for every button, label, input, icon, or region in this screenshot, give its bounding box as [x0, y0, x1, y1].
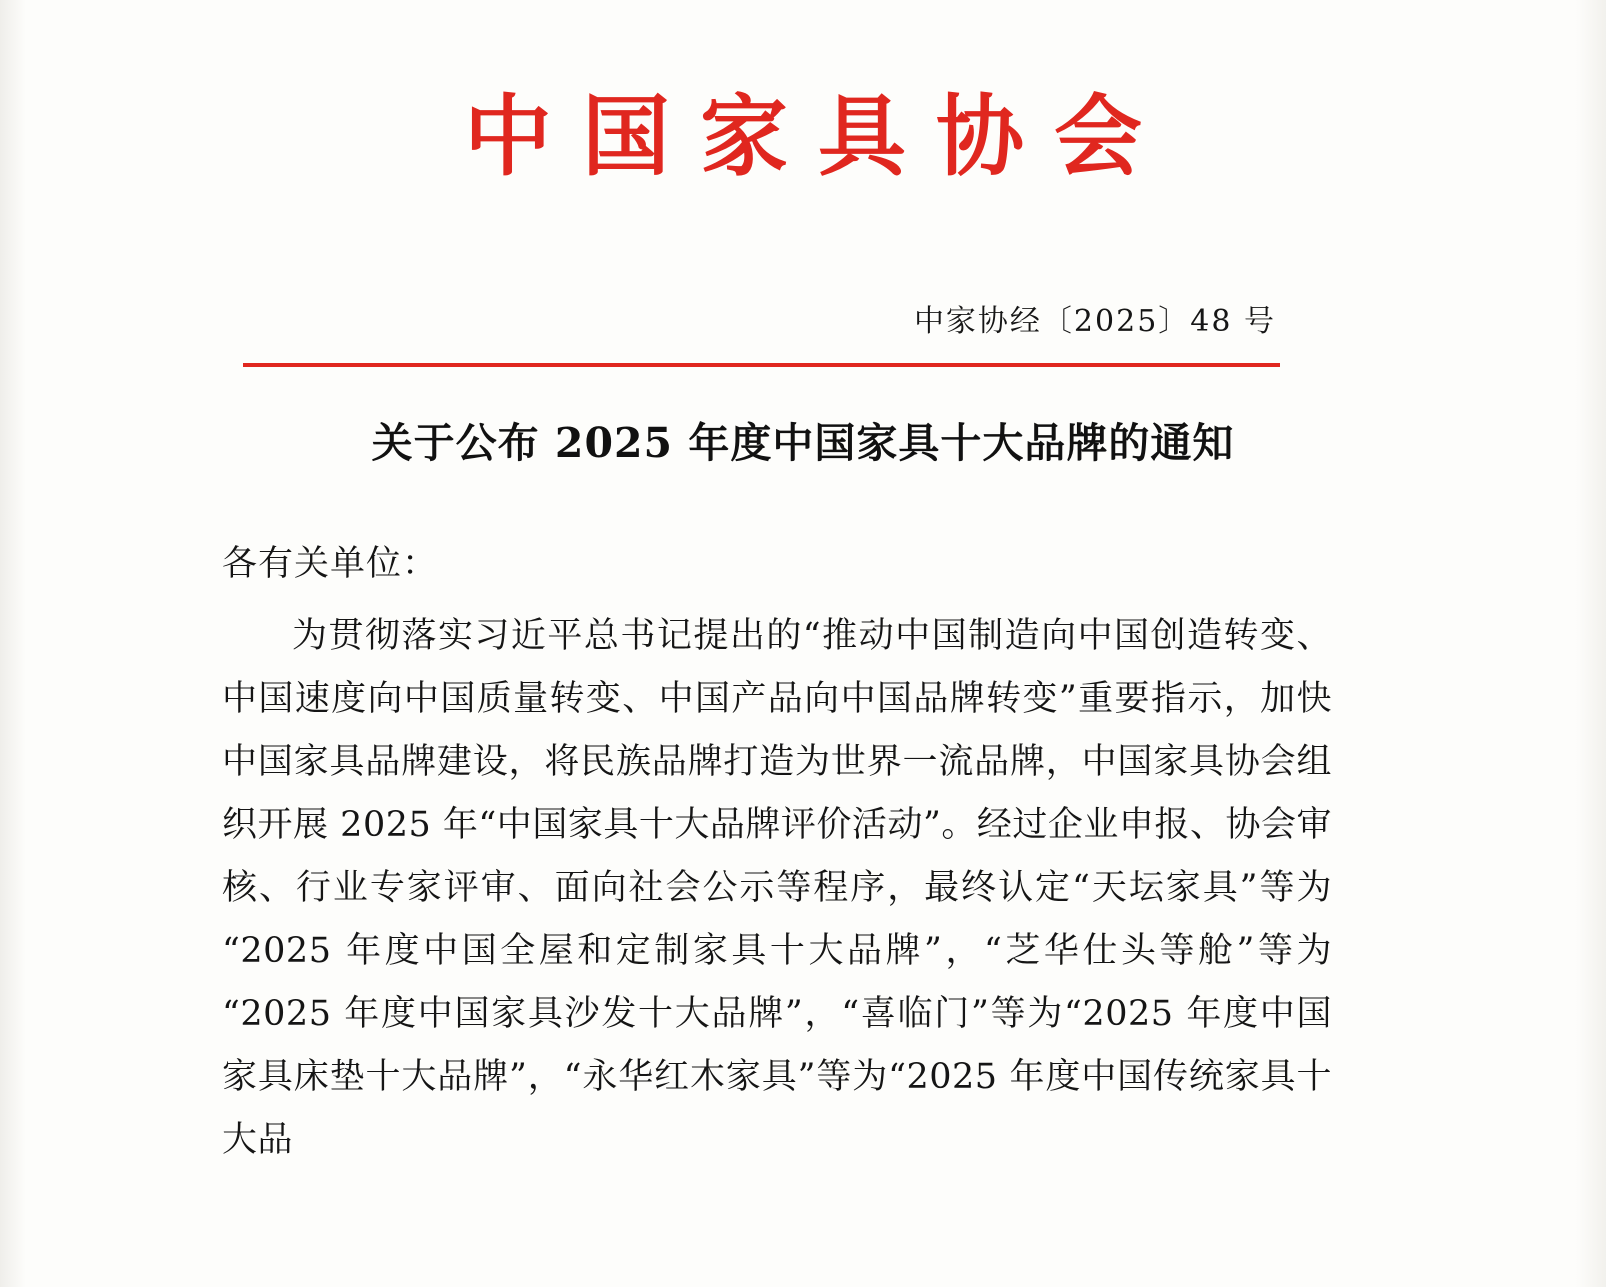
document-header [0, 84, 1606, 188]
document-body [222, 605, 1332, 1172]
document-number: 中家协经〔2025〕48 号 [913, 304, 1276, 339]
page-title: 关于公布 2025 年度中国家具十大品牌的通知 [371, 419, 1235, 467]
salutation: 各有关单位： [222, 544, 439, 584]
body-paragraph: 为贯彻落实习近平总书记提出的“推动中国制造向中国创造转变、中国速度向中国质量转变、中国产品向中国品牌转变”重要指示，加快中国家具品牌建设，将民族品牌打造为世界一流品牌，中国家具协会组织开展 2025 年“中国家具十大品牌评价活动”。经过企业申报、协会审核、行业专家评审、面向社会公示等程序，最终认定“天坛家具”等为“2025 年度中国全屋和定制家具十大品牌”，“芝华仕头等舱”等为“2025 年度中国家具沙发十大品牌”，“喜临门”等为“2025 年度中国家具床垫十大品牌”，“永华红木家具”等为“2025 年度中国传统家具十大品 [222, 616, 1332, 1160]
organization-title: 中国家具协会 [463, 84, 1172, 188]
red-horizontal-rule [243, 363, 1280, 367]
